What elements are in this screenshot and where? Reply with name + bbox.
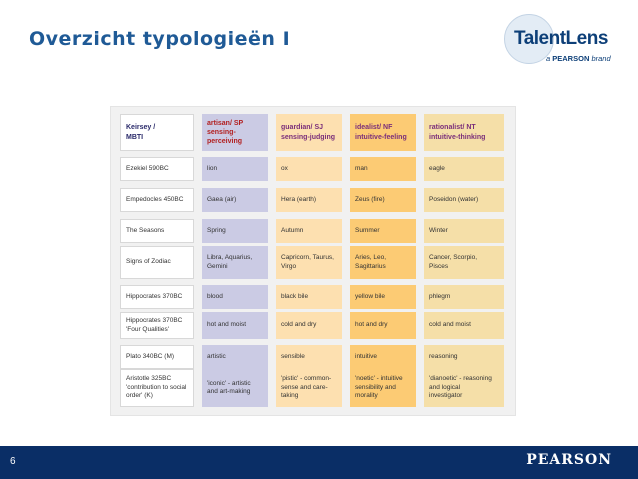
table-cell-rationalist-nt — [424, 285, 504, 309]
cell-text — [429, 353, 458, 361]
cell-text — [355, 254, 386, 271]
table-cell-idealist-nf — [350, 188, 416, 212]
cell-line: Spring — [207, 226, 226, 234]
cell-line: Poseidon (water) — [429, 195, 479, 203]
page-number: 6 — [10, 456, 16, 467]
table-cell-rationalist-nt — [424, 246, 504, 279]
cell-text — [126, 293, 182, 301]
cell-line: Cancer, Scorpio, — [429, 254, 478, 262]
cell-line: hot and dry — [355, 321, 388, 329]
cell-line: and art-making — [207, 388, 251, 395]
cell-line: Sagittarius — [355, 262, 386, 270]
cell-line: Virgo — [281, 262, 297, 270]
cell-text — [355, 293, 385, 301]
talentlens-logo — [504, 14, 624, 72]
cell-text — [207, 119, 243, 146]
cell-line: MBTI — [126, 133, 144, 141]
logo-tagline-brand: PEARSON — [552, 54, 590, 63]
cell-line: Hippocrates 370BC — [126, 292, 183, 300]
table-cell-guardian-sj — [276, 285, 342, 309]
cell-text — [355, 321, 388, 329]
cell-line: Autumn — [281, 226, 304, 234]
cell-line: cold and dry — [281, 321, 317, 329]
cell-line: rationalist/ NT — [429, 124, 476, 132]
cell-line: Gemini — [207, 262, 228, 270]
cell-line: reasoning — [429, 352, 458, 360]
table-cell-keirsey-mbti — [120, 219, 194, 243]
cell-text — [355, 123, 407, 141]
table-cell-artisan-sp — [202, 246, 268, 279]
cell-line: hot and moist — [207, 321, 247, 329]
cell-text — [355, 375, 403, 400]
cell-line: Capricorn, Taurus, — [281, 254, 334, 262]
table-header-artisan-sp — [202, 114, 268, 151]
table-cell-idealist-nf — [350, 285, 416, 309]
cell-text — [429, 227, 448, 235]
cell-line: eagle — [429, 164, 445, 172]
table-cell-rationalist-nt — [424, 219, 504, 243]
cell-line: Hera (earth) — [281, 195, 317, 203]
table-cell-artisan-sp — [202, 345, 268, 369]
table-cell-idealist-nf — [350, 219, 416, 243]
table-cell-guardian-sj — [276, 157, 342, 181]
logo-tagline-prefix: a — [546, 54, 551, 63]
table-header-guardian-sj — [276, 114, 342, 151]
cell-text — [429, 196, 478, 204]
cell-line: investigator — [429, 392, 463, 400]
pearson-logo: PEARSON — [526, 452, 612, 468]
cell-line: Empedocles 450BC — [126, 195, 184, 203]
table-cell-keirsey-mbti — [120, 157, 194, 181]
table-cell-keirsey-mbti — [120, 188, 194, 212]
table-cell-guardian-sj — [276, 312, 342, 339]
table-cell-rationalist-nt — [424, 345, 504, 369]
cell-line: sensing- — [207, 128, 236, 136]
table-header-idealist-nf — [350, 114, 416, 151]
cell-text — [429, 123, 485, 141]
cell-text — [429, 165, 445, 173]
cell-line: phlegm — [429, 292, 451, 300]
table-cell-guardian-sj — [276, 188, 342, 212]
table-cell-rationalist-nt — [424, 369, 504, 407]
cell-line: and logical — [429, 383, 461, 391]
cell-line: sensible — [281, 352, 305, 360]
cell-line: sense and care- — [281, 383, 328, 391]
cell-line: intuitive-feeling — [355, 133, 407, 141]
table-cell-idealist-nf — [350, 157, 416, 181]
cell-line: blood — [207, 292, 223, 300]
cell-text — [126, 258, 171, 266]
cell-line: Aristotle 325BC — [126, 375, 172, 383]
cell-line: artistic — [207, 352, 226, 360]
logo-tagline-suffix: brand — [591, 54, 611, 63]
cell-text — [207, 353, 226, 361]
cell-line: 'iconic' - artistic — [207, 379, 251, 387]
cell-text — [429, 254, 477, 271]
cell-line: 'pistic' - common- — [281, 375, 332, 383]
cell-line: taking — [281, 392, 299, 400]
cell-line: man — [355, 164, 368, 172]
cell-text — [126, 123, 155, 141]
slide-title: Overzicht typologieën I — [29, 28, 291, 50]
cell-text — [126, 353, 174, 361]
typology-table — [110, 106, 516, 416]
table-cell-keirsey-mbti — [120, 246, 194, 279]
cell-line: cold and moist — [429, 321, 471, 329]
table-cell-guardian-sj — [276, 345, 342, 369]
cell-text — [355, 227, 380, 235]
table-header-rationalist-nt — [424, 114, 504, 151]
table-cell-idealist-nf — [350, 246, 416, 279]
cell-line: perceiving — [207, 138, 243, 146]
cell-line: Libra, Aquarius, — [207, 254, 253, 262]
cell-line: Pisces — [429, 262, 449, 270]
cell-line: 'Four Qualities' — [126, 325, 169, 333]
cell-line: artisan/ SP — [207, 119, 244, 127]
cell-line: Signs of Zodiac — [126, 258, 171, 266]
cell-text — [281, 375, 331, 400]
cell-text — [207, 293, 223, 301]
cell-line: 'noetic' - intuitive — [355, 375, 403, 383]
cell-text — [207, 380, 251, 397]
cell-text — [126, 227, 164, 235]
cell-line: Ezekiel 590BC — [126, 164, 169, 172]
cell-text — [207, 227, 226, 235]
cell-text — [126, 196, 183, 204]
cell-text — [207, 321, 246, 329]
cell-text — [429, 375, 492, 400]
cell-line: idealist/ NF — [355, 124, 393, 132]
cell-text — [281, 123, 335, 141]
cell-text — [355, 196, 385, 204]
cell-text — [281, 254, 334, 271]
cell-text — [207, 254, 252, 271]
cell-line: The Seasons — [126, 226, 165, 234]
cell-line: Plato 340BC (M) — [126, 352, 175, 360]
table-cell-artisan-sp — [202, 188, 268, 212]
table-cell-artisan-sp — [202, 369, 268, 407]
cell-line: 'contribution to social — [126, 383, 187, 391]
cell-line: yellow bile — [355, 292, 385, 300]
cell-text — [281, 196, 316, 204]
table-cell-keirsey-mbti — [120, 369, 194, 407]
cell-text — [207, 165, 217, 173]
cell-line: Winter — [429, 226, 448, 234]
table-cell-idealist-nf — [350, 345, 416, 369]
table-cell-guardian-sj — [276, 369, 342, 407]
table-cell-rationalist-nt — [424, 188, 504, 212]
table-cell-artisan-sp — [202, 312, 268, 339]
cell-line: guardian/ SJ — [281, 124, 324, 132]
cell-text — [281, 321, 316, 329]
cell-text — [126, 375, 187, 400]
cell-line: lion — [207, 164, 218, 172]
table-cell-idealist-nf — [350, 312, 416, 339]
table-cell-artisan-sp — [202, 285, 268, 309]
cell-text — [355, 353, 377, 361]
cell-text — [429, 293, 450, 301]
cell-line: Aries, Leo, — [355, 254, 387, 262]
cell-text — [126, 165, 169, 173]
cell-line: Hippocrates 370BC — [126, 317, 183, 325]
cell-line: ox — [281, 164, 288, 172]
cell-line: Keirsey / — [126, 124, 156, 132]
cell-line: order' (K) — [126, 392, 153, 400]
table-cell-rationalist-nt — [424, 312, 504, 339]
table-cell-idealist-nf — [350, 369, 416, 407]
cell-line: Summer — [355, 226, 380, 234]
table-cell-artisan-sp — [202, 219, 268, 243]
cell-line: black bile — [281, 292, 309, 300]
table-cell-rationalist-nt — [424, 157, 504, 181]
table-cell-keirsey-mbti — [120, 285, 194, 309]
cell-line: sensing-judging — [281, 133, 336, 141]
cell-text — [429, 321, 471, 329]
table-cell-keirsey-mbti — [120, 312, 194, 339]
cell-text — [281, 293, 308, 301]
cell-line: morality — [355, 392, 378, 400]
cell-text — [355, 165, 368, 173]
footer-bar — [0, 446, 638, 479]
table-cell-artisan-sp — [202, 157, 268, 181]
cell-text — [281, 227, 303, 235]
cell-line: 'dianoetic' - reasoning — [429, 375, 492, 383]
cell-text — [281, 165, 288, 173]
cell-text — [126, 317, 182, 334]
cell-line: sensibility and — [355, 383, 396, 391]
logo-tagline — [546, 54, 611, 63]
cell-line: Zeus (fire) — [355, 195, 385, 203]
logo-wordmark: TalentLens — [514, 28, 608, 49]
cell-line: intuitive-thinking — [429, 133, 486, 141]
cell-text — [207, 196, 236, 204]
cell-text — [281, 353, 305, 361]
table-cell-guardian-sj — [276, 246, 342, 279]
cell-line: Gaea (air) — [207, 195, 237, 203]
cell-line: intuitive — [355, 352, 378, 360]
table-header-keirsey-mbti — [120, 114, 194, 151]
table-cell-keirsey-mbti — [120, 345, 194, 369]
table-cell-guardian-sj — [276, 219, 342, 243]
